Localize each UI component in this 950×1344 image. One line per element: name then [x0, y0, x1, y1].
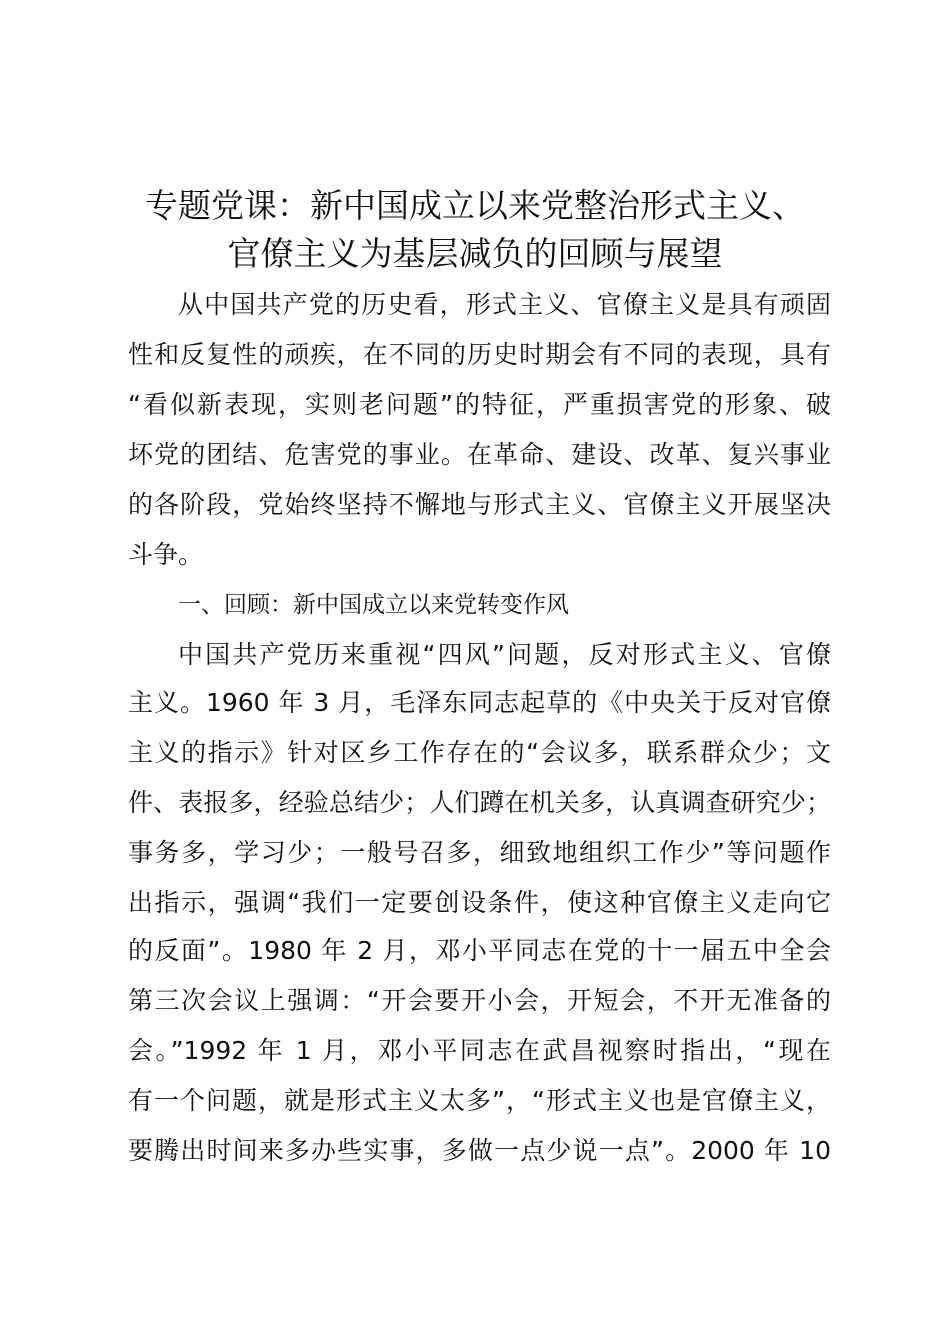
body-paragraph-line: 出指示，强调“我们一定要创设条件，使这种官僚主义走向它 [128, 888, 831, 917]
body-paragraph-line: 事务多，学习少；一般号召多，细致地组织工作少”等问题作 [128, 838, 831, 867]
document-title-line-2: 官僚主义为基层减负的回顾与展望 [227, 234, 723, 273]
body-paragraph-line: 的反面”。1980 年 2 月，邓小平同志在党的十一届五中全会 [128, 936, 831, 965]
intro-paragraph-line: 的各阶段，党始终坚持不懈地与形式主义、官僚主义开展坚决 [128, 490, 831, 519]
body-paragraph-line: 要腾出时间来多办些实事，多做一点少说一点”。2000 年 10 [128, 1136, 831, 1165]
body-paragraph-line: 会。”1992 年 1 月，邓小平同志在武昌视察时指出，“现在 [128, 1036, 831, 1065]
intro-paragraph-line: 从中国共产党的历史看，形式主义、官僚主义是具有顽固 [178, 290, 831, 319]
body-paragraph-line: 第三次会议上强调：“开会要开小会，开短会，不开无准备的 [128, 986, 831, 1015]
body-paragraph-line: 主义的指示》针对区乡工作存在的“会议多，联系群众少；文 [128, 738, 831, 767]
body-paragraph-line: 中国共产党历来重视“四风”问题，反对形式主义、官僚 [178, 640, 831, 669]
intro-paragraph-line: 坏党的团结、危害党的事业。在革命、建设、改革、复兴事业 [128, 440, 831, 469]
body-paragraph-line: 有一个问题，就是形式主义太多”，“形式主义也是官僚主义， [128, 1086, 831, 1115]
intro-paragraph-line: 斗争。 [128, 540, 204, 569]
document-title-line-1: 专题党课：新中国成立以来党整治形式主义、 [145, 186, 805, 225]
body-paragraph-line: 主义。1960 年 3 月，毛泽东同志起草的《中央关于反对官僚 [128, 688, 831, 717]
body-paragraph-line: 件、表报多，经验总结少；人们蹲在机关多，认真调查研究少； [128, 788, 831, 817]
intro-paragraph-line: “看似新表现，实则老问题”的特征，严重损害党的形象、破 [128, 390, 831, 419]
intro-paragraph-line: 性和反复性的顽疾，在不同的历史时期会有不同的表现，具有 [128, 340, 831, 369]
section-heading: 一、回顾：新中国成立以来党转变作风 [178, 592, 569, 618]
